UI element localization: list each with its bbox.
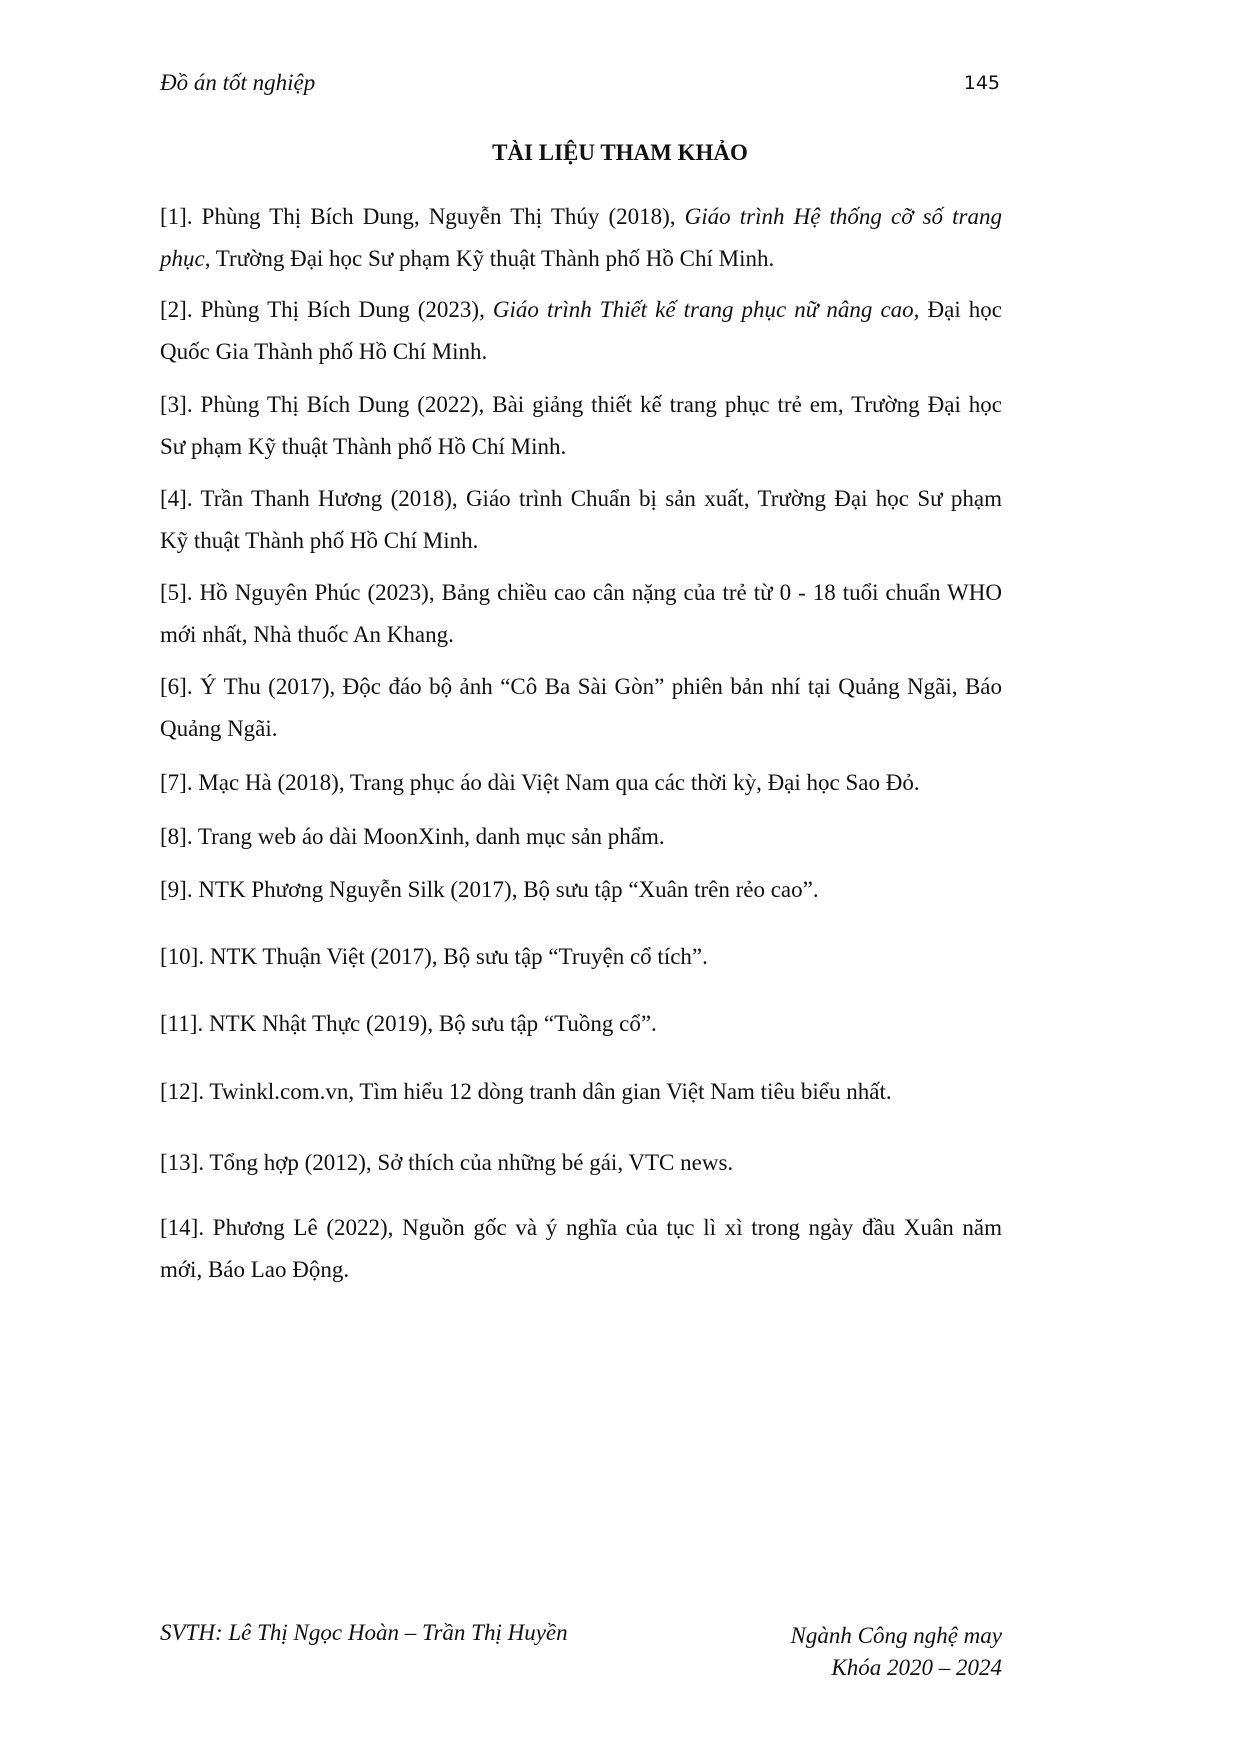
reference-title-italic: Giáo trình Thiết kế trang phục nữ nâng cao, xyxy=(492,297,920,322)
reference-item-12 xyxy=(160,1071,1002,1113)
footer-program xyxy=(791,1620,1002,1684)
reference-item-11 xyxy=(160,1003,1002,1045)
reference-line: [4]. Trần Thanh Hương (2018), Giáo trình Chuẩn bị sản xuất, Trường Đại học Sư phạm xyxy=(160,486,1002,511)
reference-line: [5]. Hồ Nguyên Phúc (2023), Bảng chiều cao cân nặng của trẻ từ 0 - 18 tuổi chuẩn WHO xyxy=(160,580,1002,605)
reference-item-3 xyxy=(160,384,1002,468)
footer-major: Ngành Công nghệ may xyxy=(790,1623,1002,1648)
reference-line: phục, Trường Đại học Sư phạm Kỹ thuật Thành phố Hồ Chí Minh. xyxy=(160,246,775,271)
reference-item-1 xyxy=(160,196,1002,280)
reference-line: Quảng Ngãi. xyxy=(160,716,278,741)
reference-item-5 xyxy=(160,572,1002,656)
reference-line: [8]. Trang web áo dài MoonXinh, danh mục sản phẩm. xyxy=(160,824,665,849)
reference-line: [9]. NTK Phương Nguyễn Silk (2017), Bộ sưu tập “Xuân trên rẻo cao”. xyxy=(160,877,819,902)
reference-line: [2]. Phùng Thị Bích Dung (2023), Giáo trình Thiết kế trang phục nữ nâng cao, Đại học xyxy=(160,297,1002,322)
reference-line: Quốc Gia Thành phố Hồ Chí Minh. xyxy=(160,339,488,364)
reference-line: mới nhất, Nhà thuốc An Khang. xyxy=(160,622,454,647)
reference-line: [10]. NTK Thuận Việt (2017), Bộ sưu tập “Truyện cổ tích”. xyxy=(160,944,708,969)
reference-item-2 xyxy=(160,289,1002,373)
reference-line: [12]. Twinkl.com.vn, Tìm hiểu 12 dòng tranh dân gian Việt Nam tiêu biểu nhất. xyxy=(160,1079,892,1104)
reference-line: [3]. Phùng Thị Bích Dung (2022), Bài giảng thiết kế trang phục trẻ em, Trường Đại học xyxy=(160,392,1002,417)
reference-item-6 xyxy=(160,666,1002,750)
reference-line: [11]. NTK Nhật Thực (2019), Bộ sưu tập “Tuồng cổ”. xyxy=(160,1011,657,1036)
page-number: 145 xyxy=(963,72,1000,94)
reference-line: Sư phạm Kỹ thuật Thành phố Hồ Chí Minh. xyxy=(160,434,567,459)
reference-item-10 xyxy=(160,936,1002,978)
reference-title-italic: Giáo trình Hệ thống cỡ số trang xyxy=(684,204,1002,229)
running-header-title: Đồ án tốt nghiệp xyxy=(160,70,316,95)
reference-line: [14]. Phương Lê (2022), Nguồn gốc và ý nghĩa của tục lì xì trong ngày đầu Xuân năm xyxy=(160,1215,1002,1240)
reference-line: [6]. Ý Thu (2017), Độc đáo bộ ảnh “Cô Ba Sài Gòn” phiên bản nhí tại Quảng Ngãi, Báo xyxy=(160,674,1002,699)
section-title: TÀI LIỆU THAM KHẢO xyxy=(492,140,748,165)
reference-item-14 xyxy=(160,1207,1002,1291)
reference-item-4 xyxy=(160,478,1002,562)
reference-line: [7]. Mạc Hà (2018), Trang phục áo dài Việt Nam qua các thời kỳ, Đại học Sao Đỏ. xyxy=(160,770,920,795)
footer-course: Khóa 2020 – 2024 xyxy=(831,1655,1002,1680)
reference-item-7 xyxy=(160,762,1002,804)
reference-item-9 xyxy=(160,869,1002,911)
reference-title-italic: phục, xyxy=(160,246,211,271)
reference-line: mới, Báo Lao Động. xyxy=(160,1257,350,1282)
reference-line: Kỹ thuật Thành phố Hồ Chí Minh. xyxy=(160,528,479,553)
reference-line: [13]. Tổng hợp (2012), Sở thích của những bé gái, VTC news. xyxy=(160,1150,734,1175)
reference-item-13 xyxy=(160,1142,1002,1184)
reference-item-8 xyxy=(160,816,1002,858)
footer-students: SVTH: Lê Thị Ngọc Hoàn – Trần Thị Huyền xyxy=(160,1620,568,1645)
reference-line: [1]. Phùng Thị Bích Dung, Nguyễn Thị Thúy (2018), Giáo trình Hệ thống cỡ số trang xyxy=(160,204,1002,229)
